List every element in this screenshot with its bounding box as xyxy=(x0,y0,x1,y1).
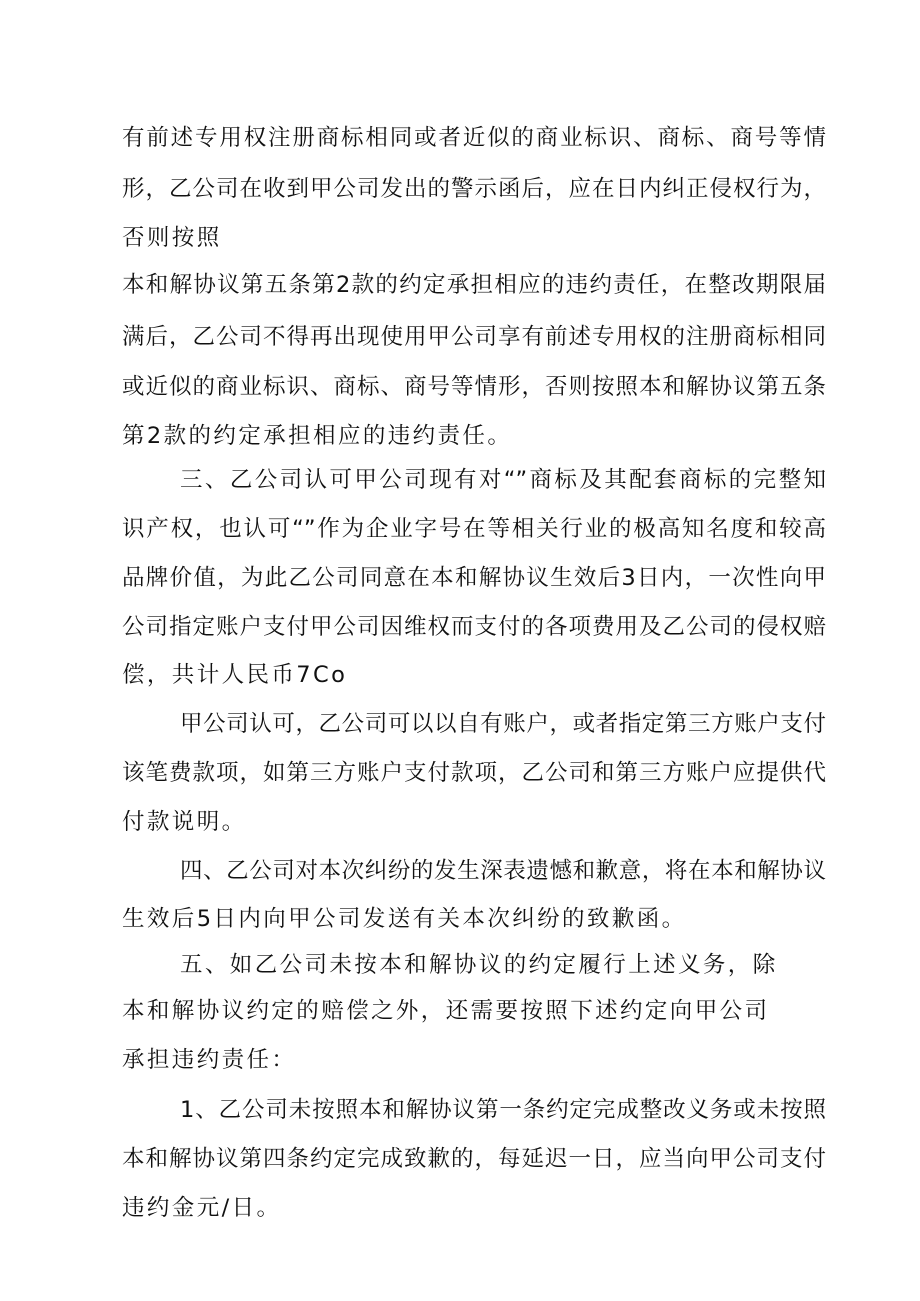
text-line: 该笔费款项，如第三方账户支付款项，乙公司和第三方账户应提供代 xyxy=(122,760,826,786)
text-line: 有前述专用权注册商标相同或者近似的商业标识、商标、商号等情 xyxy=(122,125,826,151)
text-line: 或近似的商业标识、商标、商号等情形，否则按照本和解协议第五条 xyxy=(122,374,826,400)
text-line: 承担违约责任： xyxy=(122,1047,297,1073)
paragraph-three-start: 三、乙公司认可甲公司现有对“”商标及其配套商标的完整知 xyxy=(180,467,826,493)
text-line: 本和解协议第四条约定完成致歉的，每延迟一日，应当向甲公司支付 xyxy=(122,1146,826,1172)
text-line: 生效后5日内向甲公司发送有关本次纠纷的致歉函。 xyxy=(122,906,687,932)
clause-one-start: 1、乙公司未按照本和解协议第一条约定完成整改义务或未按照 xyxy=(180,1097,826,1123)
paragraph-start: 甲公司认可，乙公司可以以自有账户，或者指定第三方账户支付 xyxy=(180,711,826,737)
text-line: 识产权，也认可“”作为企业字号在等相关行业的极高知名度和较高 xyxy=(122,516,826,542)
text-line: 本和解协议约定的赔偿之外，还需要按照下述约定向甲公司 xyxy=(122,998,770,1024)
text-line: 偿，共计人民币7Co xyxy=(122,662,348,688)
text-line: 满后，乙公司不得再出现使用甲公司享有前述专用权的注册商标相同 xyxy=(122,324,826,350)
text-line: 付款说明。 xyxy=(122,809,247,835)
text-line: 品牌价值，为此乙公司同意在本和解协议生效后3日内，一次性向甲 xyxy=(122,565,826,591)
paragraph-four-start: 四、乙公司对本次纠纷的发生深表遗憾和歉意，将在本和解协议 xyxy=(180,858,826,884)
text-line: 形，乙公司在收到甲公司发出的警示函后，应在日内纠正侵权行为， xyxy=(122,176,826,202)
paragraph-five-start: 五、如乙公司未按本和解协议的约定履行上述义务，除 xyxy=(180,952,778,978)
text-line: 公司指定账户支付甲公司因维权而支付的各项费用及乙公司的侵权赔 xyxy=(122,614,826,640)
text-line: 第2款的约定承担相应的违约责任。 xyxy=(122,423,513,449)
text-line: 违约金元/日。 xyxy=(122,1195,282,1221)
text-line: 本和解协议第五条第2款的约定承担相应的违约责任，在整改期限届 xyxy=(122,272,826,298)
text-line: 否则按照 xyxy=(122,225,222,251)
